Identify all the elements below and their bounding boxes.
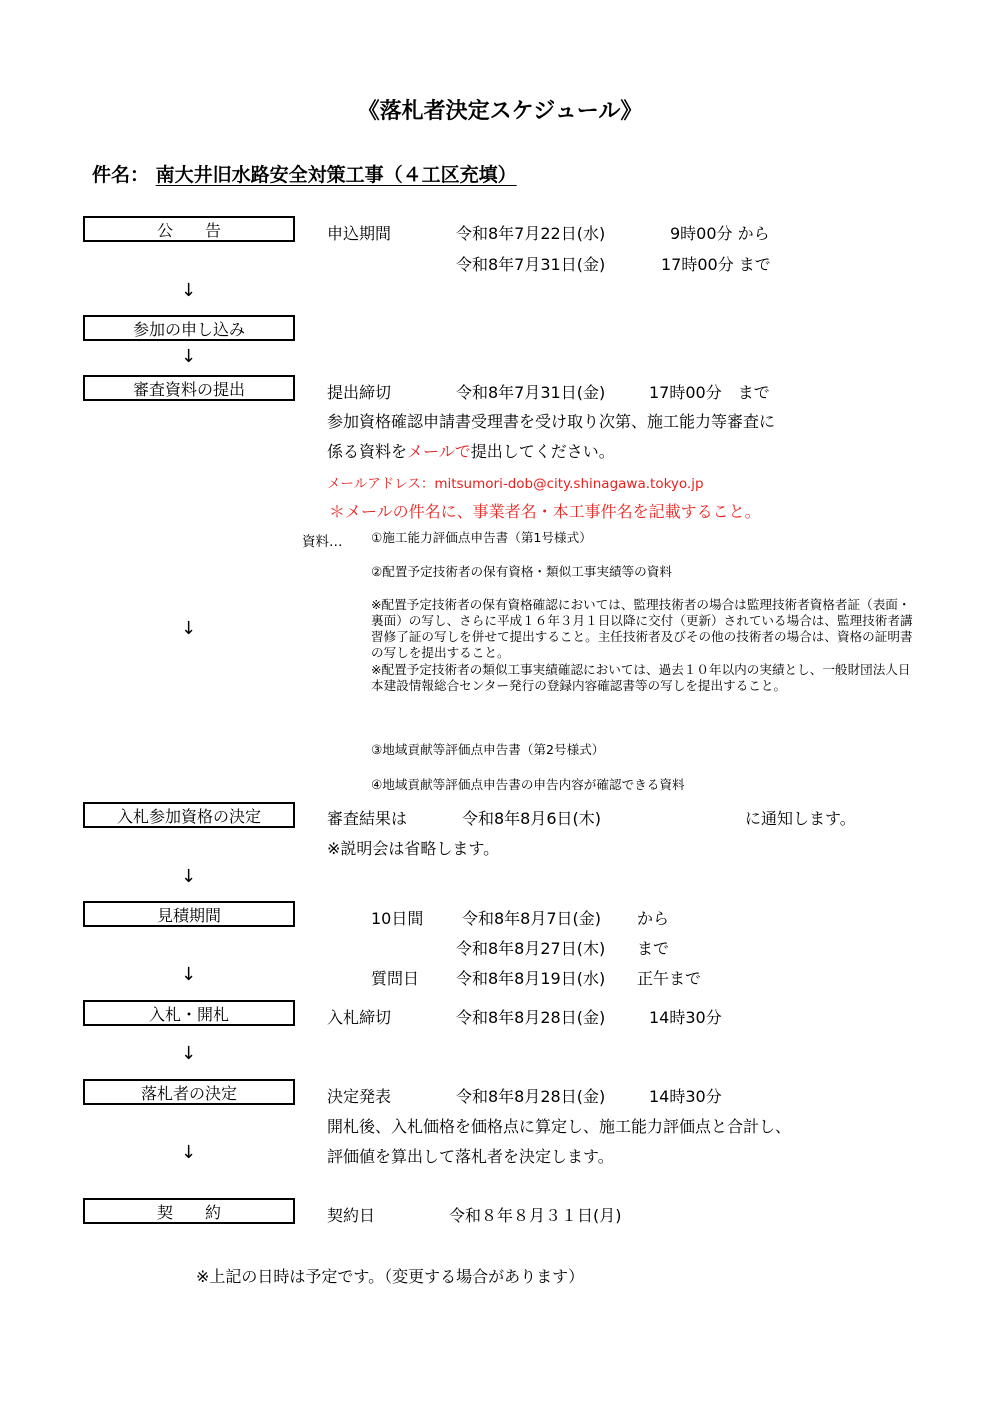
application-end-date: 令和8年7月31日(金): [456, 255, 606, 274]
down-arrow-icon: ↓: [181, 1043, 197, 1064]
bid-deadline-date: 令和8年8月28日(金): [456, 1008, 606, 1027]
step-koukoku: 公 告: [83, 216, 295, 242]
down-arrow-icon: ↓: [181, 964, 197, 985]
submission-instruction-1: 参加資格確認申請書受理書を受け取り次第、施工能力等審査に: [327, 412, 776, 431]
down-arrow-icon: ↓: [181, 618, 197, 639]
estimate-to: まで: [637, 939, 670, 958]
submission-instruction-2-post: 提出してください。: [470, 442, 615, 461]
step-shikaku: 入札参加資格の決定: [83, 802, 295, 828]
submission-deadline-date: 令和8年7月31日(金): [456, 383, 606, 402]
result-label: 審査結果は: [327, 809, 408, 828]
contract-date-label: 契約日: [327, 1206, 376, 1225]
step-keiyaku: 契 約: [83, 1198, 295, 1224]
documents-label: 資料…: [302, 534, 343, 550]
submission-instruction-2: [327, 439, 615, 462]
application-start-date: 令和8年7月22日(水): [456, 224, 606, 243]
decision-line-2: 評価値を算出して落札者を決定します。: [327, 1147, 614, 1166]
subject-label: 件名：: [92, 164, 150, 186]
question-label: 質問日: [371, 969, 420, 988]
step-kettei: 落札者の決定: [83, 1079, 295, 1105]
decision-line-1: 開札後、入札価格を価格点に算定し、施工能力評価点と合計し、: [327, 1117, 792, 1136]
step-shinsa: 審査資料の提出: [83, 375, 295, 401]
submission-deadline-time: 17時00分 まで: [649, 383, 770, 402]
estimate-from-date: 令和8年8月7日(金): [462, 909, 602, 928]
estimate-days: 10日間: [371, 909, 424, 928]
down-arrow-icon: ↓: [181, 1142, 197, 1163]
footnote: ※上記の日時は予定です。（変更する場合があります）: [196, 1267, 585, 1286]
step-moushikomi: 参加の申し込み: [83, 315, 295, 341]
application-start-time: 9時00分 から: [670, 224, 770, 243]
subject-name: 南大井旧水路安全対策工事（４工区充填）: [155, 164, 517, 186]
submission-deadline-label: 提出締切: [327, 383, 392, 402]
briefing-omitted-note: ※説明会は省略します。: [327, 839, 500, 858]
document-3: ③地域貢献等評価点申告書（第2号様式）: [371, 742, 605, 757]
announce-time: 14時30分: [649, 1087, 722, 1106]
submission-instruction-2-pre: 係る資料を: [327, 442, 408, 461]
bid-deadline-label: 入札締切: [327, 1008, 392, 1027]
document-1: ①施工能力評価点申告書（第1号様式）: [371, 530, 592, 545]
document-note-2: ※配置予定技術者の類似工事実績確認においては、過去１０年以内の実績とし、一般財団法人日本建設情報総合センター発行の登録内容確認書等の写しを提出すること。: [371, 662, 911, 693]
page-title: 《落札者決定スケジュール》: [357, 99, 643, 124]
result-notify: に通知します。: [745, 809, 856, 828]
step-nyusatsu: 入札・開札: [83, 1000, 295, 1026]
application-period-label: 申込期間: [327, 224, 392, 243]
question-time: 正午まで: [637, 969, 702, 988]
down-arrow-icon: ↓: [181, 280, 197, 301]
question-date: 令和8年8月19日(水): [456, 969, 606, 988]
subject: [92, 160, 517, 187]
submission-instruction-2-red: メールで: [407, 442, 471, 461]
document-4: ④地域貢献等評価点申告書の申告内容が確認できる資料: [371, 777, 685, 792]
announce-date: 令和8年8月28日(金): [456, 1087, 606, 1106]
step-mitsumori: 見積期間: [83, 901, 295, 927]
document-2: ②配置予定技術者の保有資格・類似工事実績等の資料: [371, 564, 672, 579]
result-date: 令和8年8月6日(木): [462, 809, 602, 828]
bid-deadline-time: 14時30分: [649, 1008, 722, 1027]
down-arrow-icon: ↓: [181, 866, 197, 887]
email-address: メールアドレス：mitsumori-dob@city.shinagawa.tokyo.jp: [327, 476, 704, 492]
down-arrow-icon: ↓: [181, 346, 197, 367]
estimate-to-date: 令和8年8月27日(木): [456, 939, 606, 958]
document-note-1: ※配置予定技術者の保有資格確認においては、監理技術者の場合は監理技術者資格者証（表面・裏面）の写し、さらに平成１６年３月１日以降に交付（更新）されている場合は、監理技術者講習修了証の写しを併せて提出すること。主任技術者及びその他の技術者の場合は、資格の証明書の写しを提出すること。: [371, 597, 913, 660]
estimate-from: から: [637, 909, 670, 928]
contract-date: 令和８年８月３１日(月): [449, 1206, 622, 1225]
email-subject-note: ＊メールの件名に、事業者名・本工事件名を記載すること。: [329, 502, 761, 521]
announce-label: 決定発表: [327, 1087, 392, 1106]
application-end-time: 17時00分 まで: [661, 255, 771, 274]
